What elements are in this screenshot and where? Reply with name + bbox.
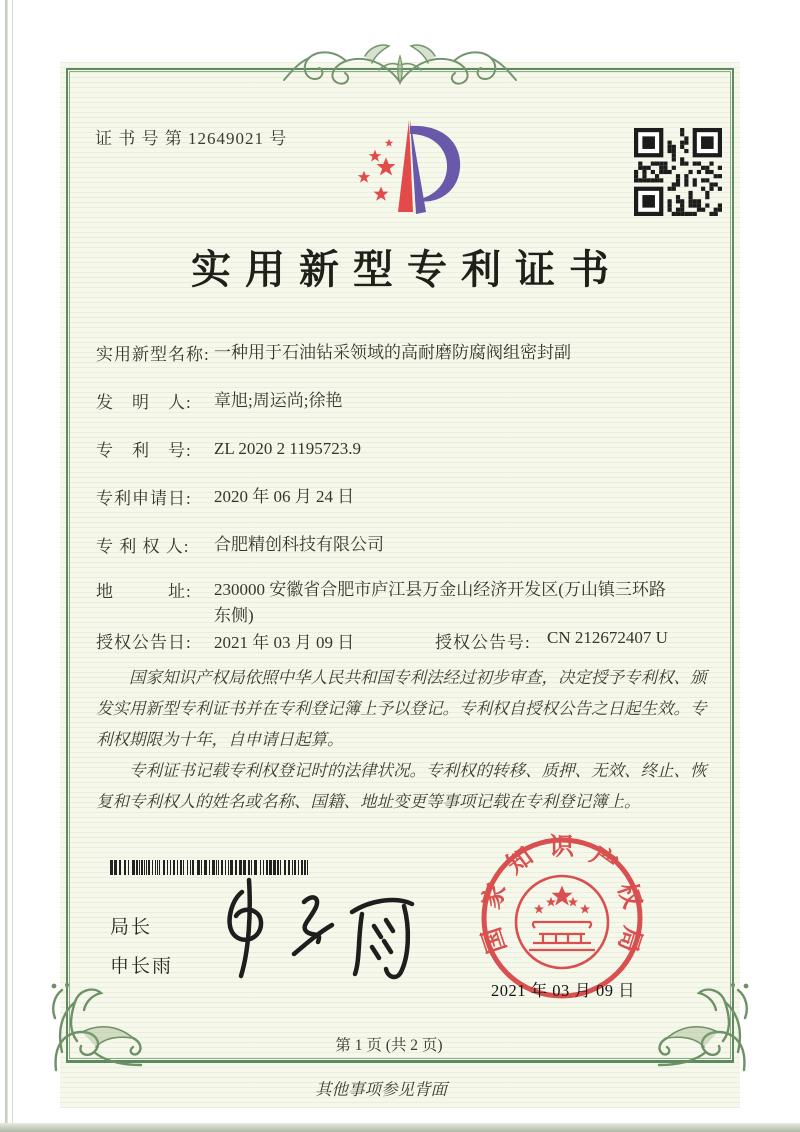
field-row-filing-date [96,484,718,510]
field-label: 专 利 权 人: [96,537,190,556]
legal-paragraph-1: 国家知识产权局依照中华人民共和国专利法经过初步审查，决定授予专利权、颁发实用新型专利证书并在专利登记簿上予以登记。专利权自授权公告之日起生效。专利权期限为十年，自申请日起算。 [96,668,707,749]
seal-date: 2021 年 03 月 09 日 [490,981,636,1000]
certificate-number: 证 书 号 第 12649021 号 [95,129,288,148]
legal-text [96,662,716,817]
qr-code [634,128,722,216]
cnipa-logo [338,110,470,238]
field-label: 专 利 号: [96,441,192,460]
seal-text: 国家知识产权局 [478,833,646,957]
field-row-name [96,340,718,366]
field-value: ZL 2020 2 1195723.9 [214,439,362,458]
page-edge-bottom [0,1123,800,1132]
field-row-patent-number [96,436,718,462]
legal-paragraph-2: 专利证书记载专利权登记时的法律状况。专利权的转移、质押、无效、终止、恢复和专利权人的姓名或名称、国籍、地址变更等事项记载在专利登记簿上。 [96,761,707,811]
field-value: 2021 年 03 月 09 日 [214,633,355,652]
field-label: 专利申请日: [96,489,192,508]
field-row-address [96,577,718,629]
field-value: 合肥精创科技有限公司 [214,535,384,554]
page-edge-left [5,0,8,1132]
national-emblem [516,876,608,968]
field-label: 实用新型名称: [96,345,210,364]
field-label: 授权公告号: [435,633,531,652]
page-edge-left-line [12,0,13,1132]
back-side-note: 其他事项参见背面 [315,1080,447,1099]
field-value: 一种用于石油钻采领域的高耐磨防腐阀组密封副 [214,343,571,362]
field-value: 230000 安徽省合肥市庐江县万金山经济开发区(万山镇三环路东侧) [214,580,666,625]
director-signature [212,870,424,988]
officer-title: 局长 [110,917,153,938]
field-row-patentee [96,532,718,558]
field-value: CN 212672407 U [547,628,668,647]
certificate-title: 实用新型专利证书 [191,247,623,292]
field-label: 授权公告日: [96,633,192,652]
field-row-grant [96,628,736,653]
field-value: 章旭;周运尚;徐艳 [214,391,343,410]
officer-block [110,912,173,990]
field-label: 发 明 人: [96,393,192,412]
field-label: 地 址: [96,582,192,601]
field-row-inventors [96,388,718,414]
field-value: 2020 年 06 月 24 日 [214,487,355,506]
page-number: 第 1 页 (共 2 页) [335,1037,443,1054]
officer-name: 申长雨 [110,956,174,977]
